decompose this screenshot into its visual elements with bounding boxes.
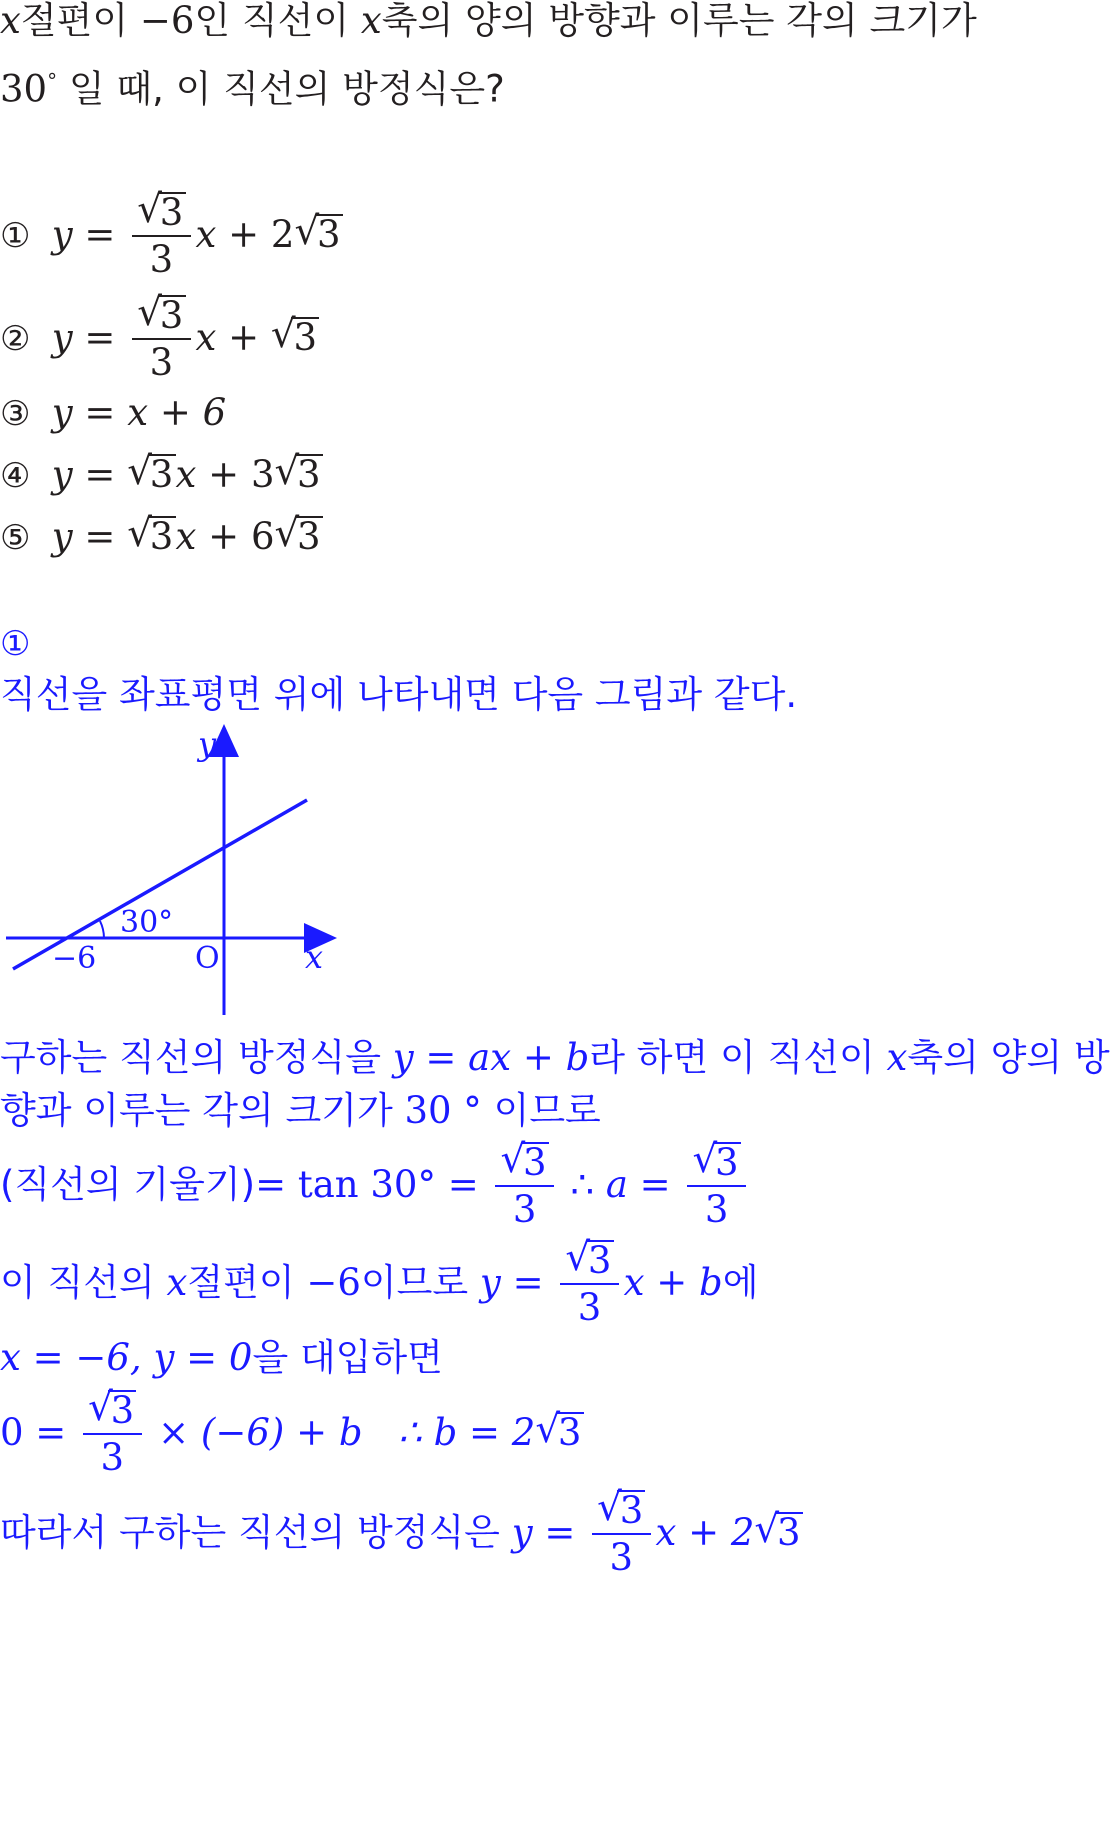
solution-step-6: 0 = √ 3 3 × (−6) + b ∴ b = 2 √ 3 bbox=[0, 1388, 584, 1479]
solution-conclusion: 따라서 구하는 직선의 방정식은 y = √ 3 3 x + 2 √ 3 bbox=[0, 1488, 803, 1579]
answer-marker: ① bbox=[0, 624, 31, 664]
y-axis-label: y bbox=[198, 725, 217, 763]
intercept-label: −6 bbox=[52, 941, 97, 976]
choice-2[interactable]: ② y = √ 3 3 x + √ 3 bbox=[0, 293, 319, 384]
coordinate-graph bbox=[0, 725, 340, 1015]
solution-step-5: x = −6, y = 0을 대입하면 bbox=[0, 1336, 443, 1379]
solution-step-3: (직선의 기울기)= tan 30° = √ 3 3 ∴ a = √ 3 3 bbox=[0, 1140, 751, 1231]
origin-label: O bbox=[195, 941, 220, 976]
solution-step-1: 구하는 직선의 방정식을 y = ax + b라 하면 이 직선이 x축의 양의 방 bbox=[0, 1036, 1110, 1079]
solution-step-2: 향과 이루는 각의 크기가 30 ° 이므로 bbox=[0, 1089, 601, 1132]
solution-step-4: 이 직선의 x절편이 −6이므로 y = √ 3 3 x + b에 bbox=[0, 1234, 759, 1330]
question-line-2: 30° 일 때, 이 직선의 방정식은? bbox=[0, 67, 505, 111]
choice-3[interactable]: ③ y = x + 6 bbox=[0, 391, 227, 434]
question-line-1: x절편이 −6인 직선이 x축의 양의 방향과 이루는 각의 크기가 bbox=[0, 0, 977, 42]
choice-1[interactable]: ① y = √ 3 3 x + 2 √ 3 bbox=[0, 190, 343, 281]
solution-intro: 직선을 좌표평면 위에 나타내면 다음 그림과 같다. bbox=[0, 673, 798, 716]
x-axis-label: x bbox=[305, 938, 324, 976]
choice-4[interactable]: ④ y = √ 3x + 3 √ 3 bbox=[0, 450, 323, 501]
angle-label: 30° bbox=[120, 905, 174, 940]
angle-arc bbox=[100, 921, 104, 938]
choice-5[interactable]: ⑤ y = √ 3x + 6 √ 3 bbox=[0, 512, 323, 563]
